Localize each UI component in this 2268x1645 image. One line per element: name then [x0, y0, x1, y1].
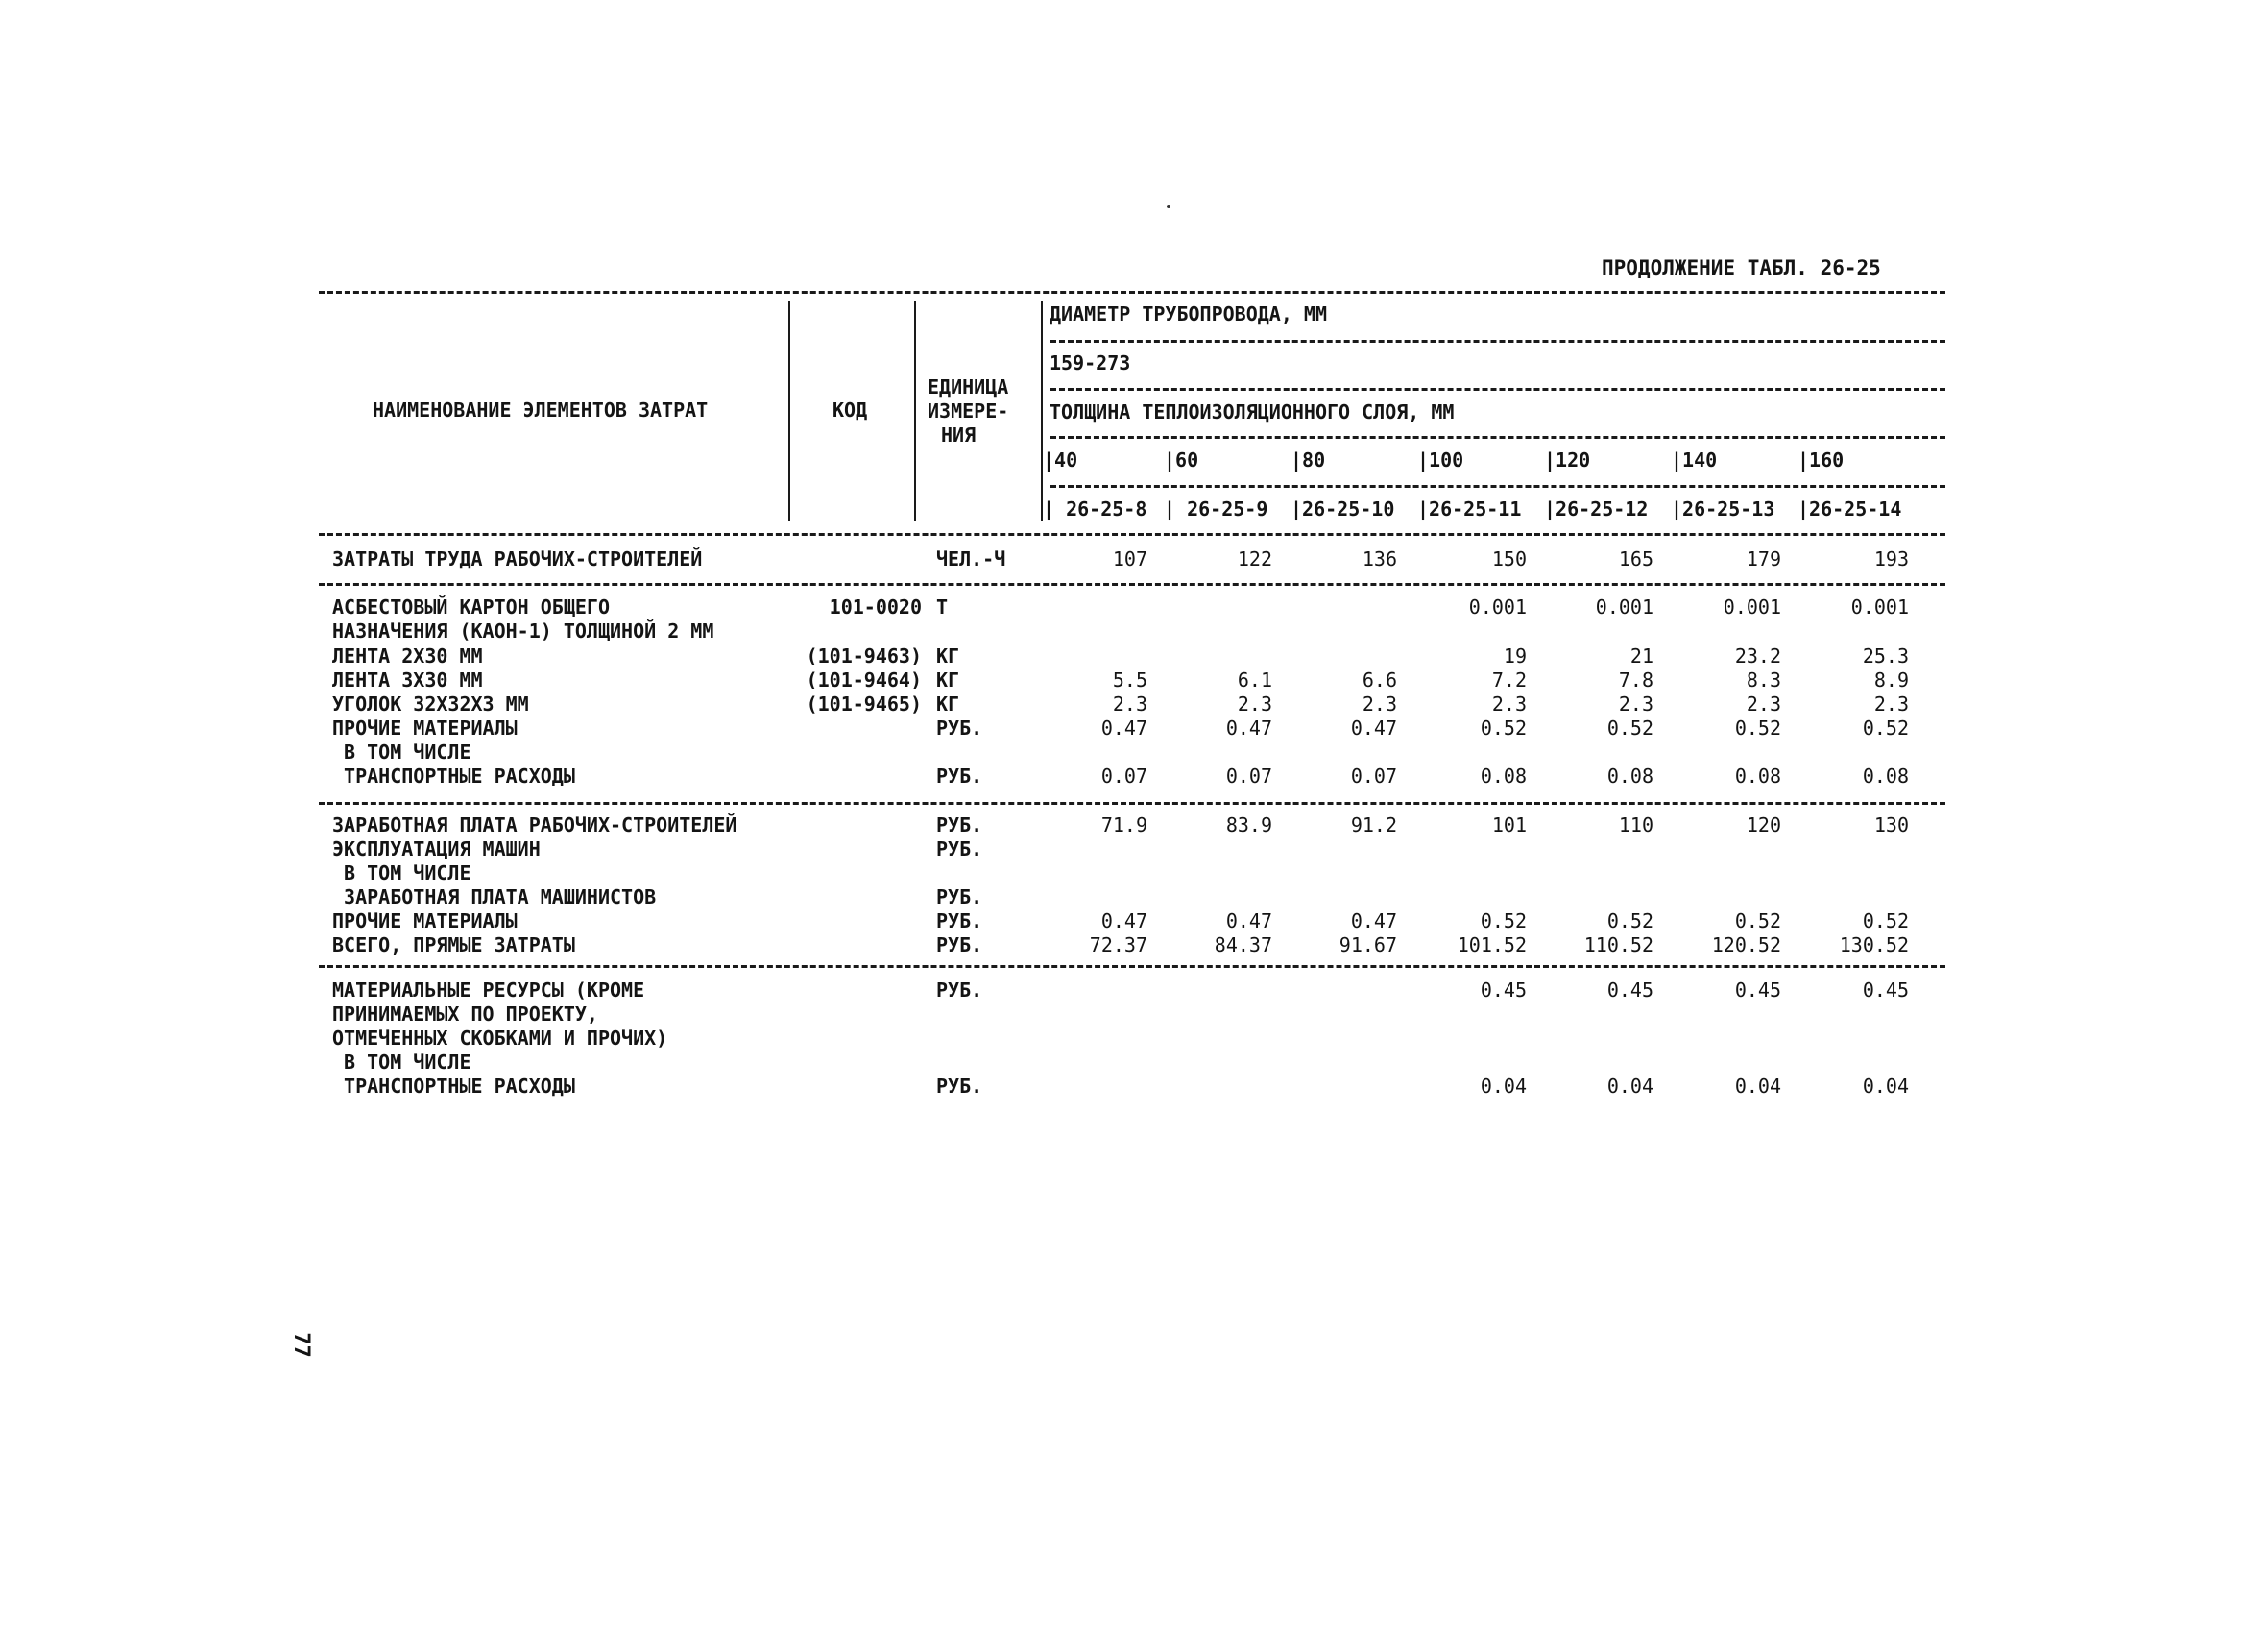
row-value: 0.45: [1862, 979, 1909, 1002]
row-value: 0.45: [1606, 979, 1653, 1002]
rule-after-materials: [319, 802, 1945, 805]
code-26-25-12: |26-25-12: [1544, 497, 1649, 520]
rule-diameter: [1050, 340, 1945, 343]
row-value: 0.47: [1100, 716, 1147, 739]
code-26-25-8: | 26-25-8: [1043, 497, 1147, 520]
code-26-25-10: |26-25-10: [1291, 497, 1395, 520]
row-value: 8.3: [1746, 668, 1781, 691]
row-name: ВСЕГО, ПРЯМЫЕ ЗАТРАТЫ: [332, 933, 575, 956]
row-unit: КГ: [936, 692, 960, 715]
row-name: В ТОМ ЧИСЛЕ: [332, 861, 471, 884]
rule-after-totals: [319, 965, 1945, 968]
row-name: ЛЕНТА 3X30 ММ: [332, 668, 483, 691]
row-code: 101-0020: [829, 595, 922, 618]
row-unit: РУБ.: [936, 885, 983, 908]
row-value: 120.52: [1711, 933, 1781, 956]
row-value: 0.52: [1734, 909, 1781, 932]
table-continuation-title: ПРОДОЛЖЕНИЕ ТАБЛ. 26-25: [1602, 256, 1881, 279]
header-unit-line1: ЕДИНИЦА: [928, 375, 1009, 399]
row-value: 2.3: [1618, 692, 1653, 715]
row-value: 0.52: [1606, 716, 1653, 739]
row-value: 2.3: [1873, 692, 1909, 715]
row-value: 0.52: [1480, 716, 1527, 739]
rule-thickness: [1050, 436, 1945, 439]
header-code-column: КОД: [832, 399, 868, 422]
row-value: 0.52: [1862, 716, 1909, 739]
row-value: 0.08: [1480, 764, 1527, 787]
row-value: 2.3: [1362, 692, 1397, 715]
row-value: 7.8: [1618, 668, 1653, 691]
page-number: 77: [288, 1332, 313, 1358]
rule-after-labor: [319, 583, 1945, 586]
row-value: 91.2: [1350, 813, 1397, 836]
thickness-160: |160: [1798, 448, 1845, 472]
row-value: 0.47: [1225, 909, 1272, 932]
row-value: 2.3: [1237, 692, 1272, 715]
row-value: 0.08: [1734, 764, 1781, 787]
row-value: 0.47: [1350, 909, 1397, 932]
row-code: (101-9463): [806, 644, 922, 667]
thickness-60: |60: [1164, 448, 1199, 472]
row-value: 107: [1112, 547, 1147, 570]
row-value: 0.07: [1100, 764, 1147, 787]
row-value: 0.45: [1480, 979, 1527, 1002]
row-value: 7.2: [1491, 668, 1527, 691]
row-unit: ЧЕЛ.-Ч: [936, 547, 1006, 570]
row-name: ПРОЧИЕ МАТЕРИАЛЫ: [332, 716, 518, 739]
row-unit: РУБ.: [936, 764, 983, 787]
row-value: 6.6: [1362, 668, 1397, 691]
row-value: 2.3: [1112, 692, 1147, 715]
row-value: 0.08: [1606, 764, 1653, 787]
row-unit: КГ: [936, 668, 960, 691]
row-name: МАТЕРИАЛЬНЫЕ РЕСУРСЫ (КРОМЕ: [332, 979, 645, 1002]
row-value: 0.04: [1480, 1075, 1527, 1098]
row-code: (101-9464): [806, 668, 922, 691]
thickness-100: |100: [1417, 448, 1464, 472]
row-name: ПРИНИМАЕМЫХ ПО ПРОЕКТУ,: [332, 1003, 598, 1026]
header-unit-line2: ИЗМЕРЕ-: [928, 399, 1009, 423]
header-divider-code: [914, 301, 916, 521]
row-value: 0.001: [1468, 595, 1527, 618]
rule-top: [319, 291, 1945, 294]
row-unit: РУБ.: [936, 933, 983, 956]
header-name-column: НАИМЕНОВАНИЕ ЭЛЕМЕНТОВ ЗАТРАТ: [373, 399, 709, 422]
row-unit: Т: [936, 595, 949, 618]
row-value: 120: [1746, 813, 1781, 836]
row-value: 21: [1629, 644, 1653, 667]
row-unit: РУБ.: [936, 837, 983, 860]
code-26-25-13: |26-25-13: [1671, 497, 1775, 520]
scan-speck: [1167, 205, 1170, 208]
row-name: ЗАРАБОТНАЯ ПЛАТА РАБОЧИХ-СТРОИТЕЛЕЙ: [332, 813, 737, 836]
row-value: 0.52: [1606, 909, 1653, 932]
row-value: 71.9: [1100, 813, 1147, 836]
row-value: 122: [1237, 547, 1272, 570]
row-name: В ТОМ ЧИСЛЕ: [332, 740, 471, 763]
row-unit: РУБ.: [936, 716, 983, 739]
header-divider-name: [788, 301, 790, 521]
row-value: 0.04: [1606, 1075, 1653, 1098]
row-value: 101.52: [1457, 933, 1527, 956]
row-value: 0.07: [1350, 764, 1397, 787]
row-value: 91.67: [1339, 933, 1397, 956]
header-thickness-label: ТОЛЩИНА ТЕПЛОИЗОЛЯЦИОННОГО СЛОЯ, ММ: [1050, 400, 1455, 423]
row-unit: РУБ.: [936, 909, 983, 932]
row-value: 2.3: [1491, 692, 1527, 715]
row-value: 193: [1873, 547, 1909, 570]
row-name: УГОЛОК 32X32X3 ММ: [332, 692, 529, 715]
row-value: 0.47: [1350, 716, 1397, 739]
row-value: 136: [1362, 547, 1397, 570]
header-divider-unit: [1041, 301, 1043, 521]
rule-value: [1050, 388, 1945, 391]
row-value: 0.47: [1225, 716, 1272, 739]
code-26-25-11: |26-25-11: [1417, 497, 1522, 520]
row-value: 6.1: [1237, 668, 1272, 691]
row-unit: РУБ.: [936, 979, 983, 1002]
row-value: 179: [1746, 547, 1781, 570]
thickness-140: |140: [1671, 448, 1718, 472]
row-name: НАЗНАЧЕНИЯ (КАОН-1) ТОЛЩИНОЙ 2 ММ: [332, 619, 714, 642]
row-value: 165: [1618, 547, 1653, 570]
row-value: 0.04: [1734, 1075, 1781, 1098]
row-value: 84.37: [1214, 933, 1272, 956]
row-name: ЗАТРАТЫ ТРУДА РАБОЧИХ-СТРОИТЕЛЕЙ: [332, 547, 703, 570]
row-name: В ТОМ ЧИСЛЕ: [332, 1051, 471, 1074]
row-value: 0.47: [1100, 909, 1147, 932]
row-value: 2.3: [1746, 692, 1781, 715]
row-value: 0.001: [1595, 595, 1653, 618]
row-unit: РУБ.: [936, 1075, 983, 1098]
row-unit: КГ: [936, 644, 960, 667]
row-name: ЭКСПЛУАТАЦИЯ МАШИН: [332, 837, 541, 860]
row-name: ПРОЧИЕ МАТЕРИАЛЫ: [332, 909, 518, 932]
row-value: 0.001: [1723, 595, 1781, 618]
row-value: 23.2: [1734, 644, 1781, 667]
row-value: 101: [1491, 813, 1527, 836]
thickness-120: |120: [1544, 448, 1591, 472]
row-value: 0.001: [1850, 595, 1909, 618]
row-name: ЛЕНТА 2X30 ММ: [332, 644, 483, 667]
code-26-25-14: |26-25-14: [1798, 497, 1902, 520]
row-value: 0.04: [1862, 1075, 1909, 1098]
row-name: ОТМЕЧЕННЫХ СКОБКАМИ И ПРОЧИХ): [332, 1027, 668, 1050]
row-value: 0.52: [1734, 716, 1781, 739]
row-name: АСБЕСТОВЫЙ КАРТОН ОБЩЕГО: [332, 595, 610, 618]
row-value: 130: [1873, 813, 1909, 836]
row-value: 83.9: [1225, 813, 1272, 836]
rule-header-bottom: [319, 533, 1945, 536]
thickness-80: |80: [1291, 448, 1326, 472]
row-value: 8.9: [1873, 668, 1909, 691]
header-diameter-label: ДИАМЕТР ТРУБОПРОВОДА, ММ: [1050, 302, 1327, 326]
row-name: ЗАРАБОТНАЯ ПЛАТА МАШИНИСТОВ: [332, 885, 657, 908]
row-value: 150: [1491, 547, 1527, 570]
row-name: ТРАНСПОРТНЫЕ РАСХОДЫ: [332, 764, 575, 787]
row-value: 110: [1618, 813, 1653, 836]
row-value: 0.07: [1225, 764, 1272, 787]
header-diameter-value: 159-273: [1050, 351, 1131, 375]
row-value: 25.3: [1862, 644, 1909, 667]
row-name: ТРАНСПОРТНЫЕ РАСХОДЫ: [332, 1075, 575, 1098]
row-value: 0.08: [1862, 764, 1909, 787]
row-unit: РУБ.: [936, 813, 983, 836]
row-value: 19: [1503, 644, 1527, 667]
row-value: 110.52: [1583, 933, 1653, 956]
row-code: (101-9465): [806, 692, 922, 715]
row-value: 0.52: [1862, 909, 1909, 932]
code-26-25-9: | 26-25-9: [1164, 497, 1268, 520]
row-value: 130.52: [1839, 933, 1909, 956]
rule-thickness-values: [1050, 485, 1945, 488]
row-value: 0.52: [1480, 909, 1527, 932]
header-unit-line3: НИЯ: [941, 423, 977, 447]
thickness-40: |40: [1043, 448, 1078, 472]
row-value: 0.45: [1734, 979, 1781, 1002]
row-value: 5.5: [1112, 668, 1147, 691]
row-value: 72.37: [1089, 933, 1147, 956]
